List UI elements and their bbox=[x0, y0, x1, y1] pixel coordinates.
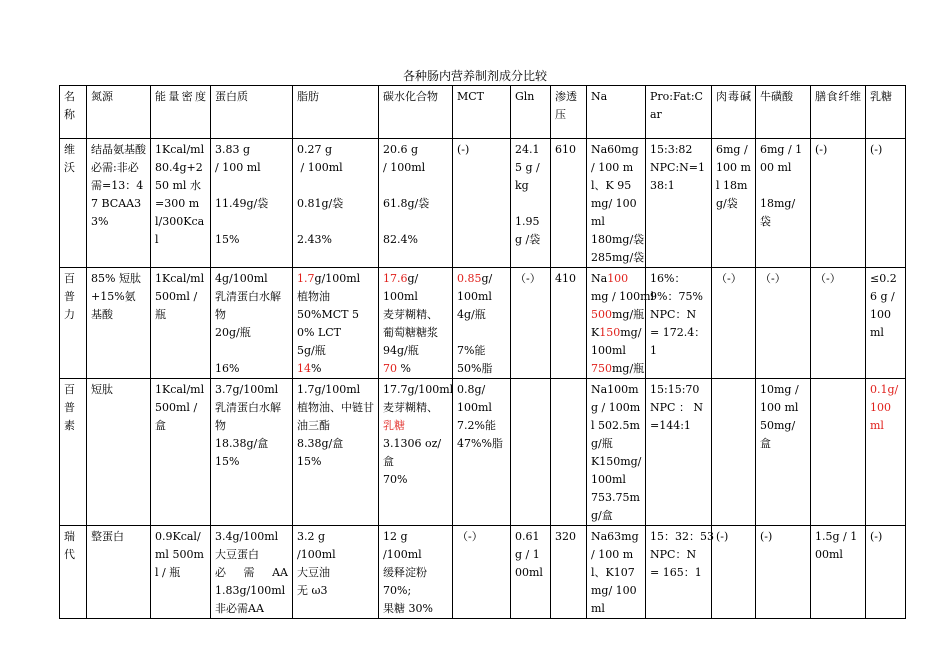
carbohydrate-cell: 17.7g/100ml 麦芽糊精、 乳糖 3.1306 oz/盒 70% bbox=[379, 379, 453, 526]
protein-cell: 4g/100ml 乳清蛋白水解物 20g/瓶 16% bbox=[211, 268, 293, 379]
gln-cell bbox=[511, 379, 551, 526]
taurine-cell: 6mg / 100 ml 18mg/袋 bbox=[756, 139, 811, 268]
lactose-cell: 0.1g/100 ml bbox=[866, 379, 906, 526]
page-title: 各种肠内营养制剂成分比较 bbox=[402, 69, 547, 83]
carbohydrate-cell: 20.6 g / 100ml 61.8g/袋 82.4% bbox=[379, 139, 453, 268]
sodium-cell: Na100mg / 100ml 502.5mg/瓶 K150mg/ 100ml 753.75mg/盒 bbox=[587, 379, 646, 526]
header-protein: 蛋白质 bbox=[211, 86, 293, 139]
table-row bbox=[60, 379, 906, 526]
product-name-cell: 百普素 bbox=[60, 379, 87, 526]
header-dietary-fiber: 膳食纤维 bbox=[811, 86, 866, 139]
header-sodium: Na bbox=[587, 86, 646, 139]
carbohydrate-cell: 17.6g/ 100ml 麦芽糊精、 葡萄糖糖浆 94g/瓶 70 % bbox=[379, 268, 453, 379]
osmolality-cell: 610 bbox=[551, 139, 587, 268]
energy-density-cell: 0.9Kcal/ml 500ml / 瓶 bbox=[151, 526, 211, 619]
energy-density-cell: 1Kcal/ml 80.4g+250 ml 水=300 ml/300Kcal bbox=[151, 139, 211, 268]
table-row bbox=[60, 139, 906, 268]
energy-density-cell: 1Kcal/ml 500ml / 盒 bbox=[151, 379, 211, 526]
pro-fat-car-cell: 16%：9%：75% NPC：N = 172.4：1 bbox=[646, 268, 712, 379]
header-carbohydrate: 碳水化合物 bbox=[379, 86, 453, 139]
pro-fat-car-cell: 15：32：53 NPC：N = 165：1 bbox=[646, 526, 712, 619]
fat-cell: 3.2 g /100ml 大豆油 无 ω3 bbox=[293, 526, 379, 619]
mct-cell: （-） bbox=[453, 526, 511, 619]
header-nitrogen-source: 氮源 bbox=[87, 86, 151, 139]
carbohydrate-cell: 12 g /100ml 缓释淀粉 70%; 果糖 30% bbox=[379, 526, 453, 619]
header-name: 名称 bbox=[60, 86, 87, 139]
fat-cell: 0.27 g / 100ml 0.81g/袋 2.43% bbox=[293, 139, 379, 268]
mct-cell: 0.8g/ 100ml 7.2%能 47%%脂 bbox=[453, 379, 511, 526]
carnitine-cell: 6mg / 100 ml 18mg/袋 bbox=[712, 139, 756, 268]
header-lactose: 乳糖 bbox=[866, 86, 906, 139]
nitrogen-source-cell: 整蛋白 bbox=[87, 526, 151, 619]
carnitine-cell: （-） bbox=[712, 268, 756, 379]
header-energy-density: 能量密度 bbox=[151, 86, 211, 139]
nitrogen-source-cell: 结晶氨基酸 必需:非必需=13：47 BCAA33% bbox=[87, 139, 151, 268]
dietary-fiber-cell bbox=[811, 379, 866, 526]
pro-fat-car-cell: 15:3:82 NPC:N=138:1 bbox=[646, 139, 712, 268]
sodium-cell: Na100 mg / 100ml 500mg/瓶 K150mg/ 100ml 750mg/瓶 bbox=[587, 268, 646, 379]
header-pro-fat-car: Pro:Fat:Car bbox=[646, 86, 712, 139]
osmolality-cell: 410 bbox=[551, 268, 587, 379]
gln-cell: （-） bbox=[511, 268, 551, 379]
protein-cell: 3.4g/100ml 大豆蛋白 必 需 AA 1.83g/100ml 非必需AA bbox=[211, 526, 293, 619]
product-name-cell: 瑞代 bbox=[60, 526, 87, 619]
nitrogen-source-cell: 短肽 bbox=[87, 379, 151, 526]
header-carnitine: 肉毒碱 bbox=[712, 86, 756, 139]
dietary-fiber-cell: (-) bbox=[811, 139, 866, 268]
sodium-cell: Na63mg / 100 ml、K107mg/ 100ml bbox=[587, 526, 646, 619]
nutrition-comparison-table bbox=[59, 85, 906, 619]
lactose-cell: (-) bbox=[866, 526, 906, 619]
header-fat: 脂肪 bbox=[293, 86, 379, 139]
taurine-cell: (-) bbox=[756, 526, 811, 619]
mct-cell: (-) bbox=[453, 139, 511, 268]
dietary-fiber-cell: 1.5g / 100ml bbox=[811, 526, 866, 619]
sodium-cell: Na60mg / 100 ml、K 95mg/ 100ml 180mg/袋 285mg/袋 bbox=[587, 139, 646, 268]
energy-density-cell: 1Kcal/ml 500ml / 瓶 bbox=[151, 268, 211, 379]
gln-cell: 24.15 g / kg 1.95g /袋 bbox=[511, 139, 551, 268]
taurine-cell: 10mg / 100 ml 50mg/盒 bbox=[756, 379, 811, 526]
mct-cell: 0.85g/ 100ml 4g/瓶 7%能 50%脂 bbox=[453, 268, 511, 379]
header-osmolality: 渗透压 bbox=[551, 86, 587, 139]
protein-cell: 3.7g/100ml 乳清蛋白水解物 18.38g/盒 15% bbox=[211, 379, 293, 526]
table-row bbox=[60, 526, 906, 619]
lactose-cell: (-) bbox=[866, 139, 906, 268]
osmolality-cell bbox=[551, 379, 587, 526]
header-gln: Gln bbox=[511, 86, 551, 139]
fat-cell: 1.7g/100ml 植物油、中链甘油三酯 8.38g/盒 15% bbox=[293, 379, 379, 526]
product-name-cell: 百普力 bbox=[60, 268, 87, 379]
dietary-fiber-cell: （-） bbox=[811, 268, 866, 379]
table-header-row bbox=[60, 86, 906, 139]
table-row bbox=[60, 268, 906, 379]
lactose-cell: ≤0.26 g / 100 ml bbox=[866, 268, 906, 379]
carnitine-cell bbox=[712, 379, 756, 526]
header-mct: MCT bbox=[453, 86, 511, 139]
taurine-cell: （-） bbox=[756, 268, 811, 379]
header-taurine: 牛磺酸 bbox=[756, 86, 811, 139]
carnitine-cell: (-) bbox=[712, 526, 756, 619]
product-name-cell: 维沃 bbox=[60, 139, 87, 268]
fat-cell: 1.7g/100ml 植物油 50%MCT 50% LCT 5g/瓶 14% bbox=[293, 268, 379, 379]
pro-fat-car-cell: 15:15:70 NPC ： N =144:1 bbox=[646, 379, 712, 526]
protein-cell: 3.83 g / 100 ml 11.49g/袋 15% bbox=[211, 139, 293, 268]
gln-cell: 0.61g / 100ml bbox=[511, 526, 551, 619]
nitrogen-source-cell: 85% 短肽+15%氨基酸 bbox=[87, 268, 151, 379]
osmolality-cell: 320 bbox=[551, 526, 587, 619]
